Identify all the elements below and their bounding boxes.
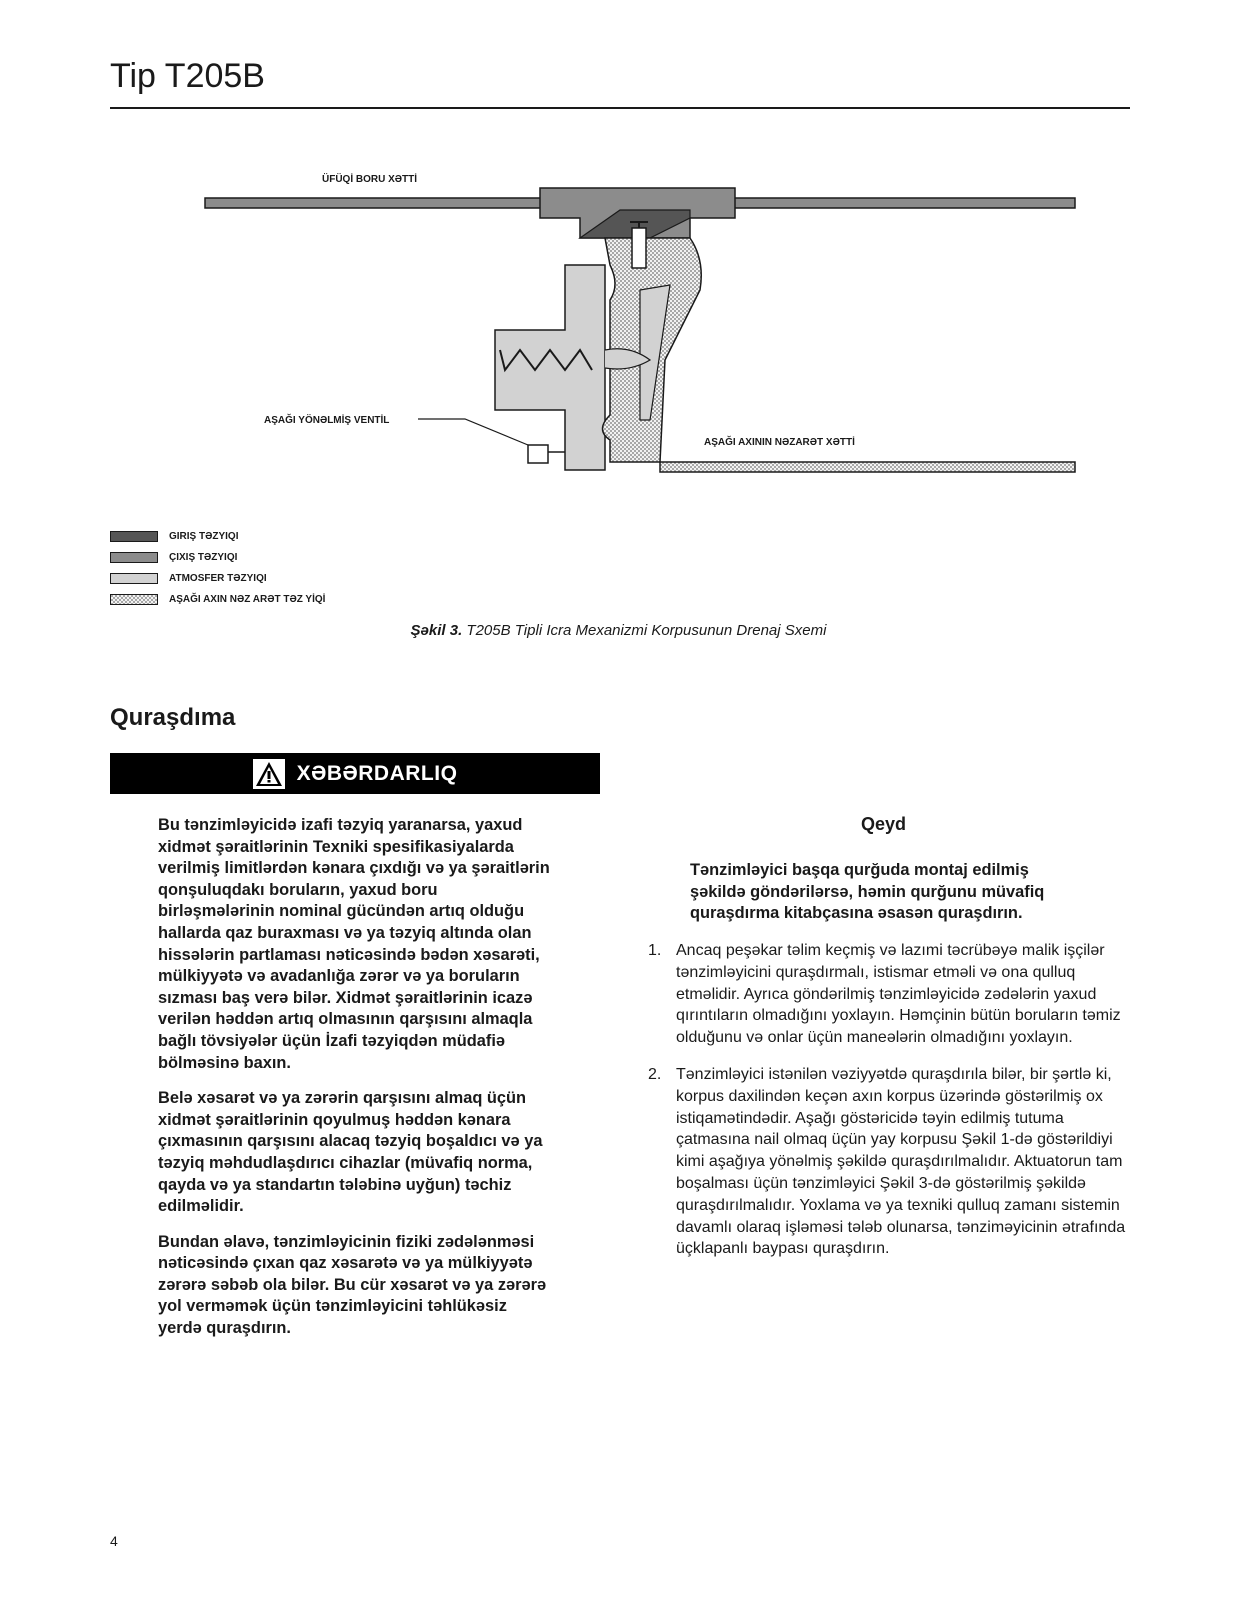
- legend-label: ATMOSFER TƏZYIQI: [169, 573, 267, 584]
- section-title: Quraşdıma: [110, 704, 236, 731]
- page-number: 4: [110, 1533, 118, 1549]
- warning-title: XƏBƏRDARLIQ: [296, 761, 458, 785]
- figure-legend: [110, 526, 325, 610]
- warning-paragraph: Belə xəsarət və ya zərərin qarşısını almaq üçün xidmət şəraitlərinin qoyulmuş həddən kənara çıxmasının qarşısını alacaq təzyiq boşaldıcı və ya təzyiq məhdudlaşdırıcı cihazlar (müvafiq norma, qayda və ya standartın tələbinə uyğun) təchiz edilməlidir.: [158, 1089, 543, 1216]
- swatch-inlet: [110, 531, 158, 542]
- valve-stem: [632, 228, 646, 268]
- legend-label: AŞAĞI AXIN NƏZ ARƏT TƏZ YİQİ: [169, 594, 326, 605]
- list-item: [648, 1064, 1130, 1260]
- legend-label: GIRIŞ TƏZYIQI: [169, 531, 239, 542]
- swatch-atmospheric: [110, 573, 158, 584]
- installation-steps: [648, 940, 1130, 1275]
- label-downstream-control-line: AŞAĞI AXININ NƏZARƏT XƏTTİ: [704, 437, 855, 448]
- figure-caption: [0, 622, 1237, 639]
- swatch-outlet: [110, 552, 158, 563]
- actuator-drain-diagram: [0, 150, 1237, 490]
- note-text: Tənzimləyici başqa qurğuda montaj edilmiş şəkildə göndərilərsə, həmin qurğunu müvafiq quraşdırma kitabçasına əsasən quraşdırın.: [690, 861, 1045, 923]
- note-heading: Qeyd: [860, 814, 907, 834]
- list-item: [648, 940, 1130, 1049]
- step-number: 1.: [648, 942, 662, 959]
- caption-text: T205B Tipli Icra Mexanizmi Korpusunun Drenaj Sxemi: [462, 622, 827, 639]
- downstream-control-line: [660, 462, 1075, 472]
- label-downward-vent: AŞAĞI YÖNƏLMİŞ VENTİL: [264, 415, 390, 426]
- warning-paragraph: Bu tənzimləyicidə izafi təzyiq yaranarsa, yaxud xidmət şəraitlərinin Texniki spesifikasiyalarda verilmiş limitlərdən kənara çıxdığı və ya şəraitlərin qonşuluqdakı boruların, yaxud boru birləşmələrinin nominal gücündən artıq olduğu hallarda qaz buraxması və ya təzyiq altında olan hissələrin partlaması nəticəsində bədən xəsarəti, mülkiyyətə və avadanlığa zərər və ya boruların sızması baş verə bilər. Xidmət şəraitlərinin icazə verilən həddən artıq olmasının qarşısını almaqla bağlı tövsiyələr üçün İzafi təzyiqdən müdafiə bölməsinə baxın.: [158, 816, 550, 1072]
- step-text: Tənzimləyici istənilən vəziyyətdə quraşdırıla bilər, bir şərtlə ki, korpus daxilindən keçən axın korpus üzərində göstərilmiş ox istiqamətindədir. Aşağı göstəricidə təyin edilmiş tutuma çatmasına nail olmaq üçün yay korpusu Şəkil 1-də göstərildiyi kimi aşağıya yönəlmiş şəkildə quraşdırılmalıdır. Aktuatorun tam boşalması üçün tənzimləyici Şəkil 3-də göstərilmiş şəkildə quraşdırılmalıdır. Yoxlama və ya texniki qulluq zamanı sistemin davamlı olaraq işləməsi tələb olunarsa, tənziməyicinin ətrafında üçklapanlı baypası quraşdırın.: [676, 1065, 1126, 1258]
- legend-item: [110, 568, 325, 589]
- vent: [528, 445, 548, 463]
- warning-triangle-icon: [253, 759, 285, 789]
- step-number: 2.: [648, 1065, 662, 1083]
- title-divider: [110, 107, 1130, 109]
- legend-item: [110, 589, 325, 610]
- warning-banner: [110, 753, 600, 794]
- warning-body: [158, 815, 553, 1354]
- swatch-downstream-pattern: [110, 594, 158, 605]
- step-text: Ancaq peşəkar təlim keçmiş və lazımi təcrübəyə malik işçilər tənzimləyicini quraşdırmalı, istismar etməli və ona qulluq etməlidir. Ayrıca göndərilmiş tənzimləyicidə zədələrin yaxud qırıntıların olmadığını yoxlayın. Həmçinin bütün boruların təmiz olduğunu və onlar üçün maneələrin olmadığını yoxlayın.: [676, 942, 1121, 1047]
- legend-label: ÇIXIŞ TƏZYIQI: [169, 552, 238, 563]
- document-title: Tip T205B: [110, 57, 265, 95]
- label-horizontal-pipeline: ÜFÜQİ BORU XƏTTİ: [322, 174, 418, 185]
- legend-item: [110, 547, 325, 568]
- warning-paragraph: Bundan əlavə, tənzimləyicinin fiziki zədələnməsi nəticəsində çıxan qaz xəsarətə və ya mülkiyyətə zərərə səbəb ola bilər. Bu cür xəsarət və ya zərərə yol verməmək üçün tənzimləyicini təhlükəsiz yerdə quraşdırın.: [158, 1232, 547, 1338]
- spring-case: [495, 265, 605, 470]
- legend-item: [110, 526, 325, 547]
- caption-prefix: Şəkil 3.: [410, 622, 463, 639]
